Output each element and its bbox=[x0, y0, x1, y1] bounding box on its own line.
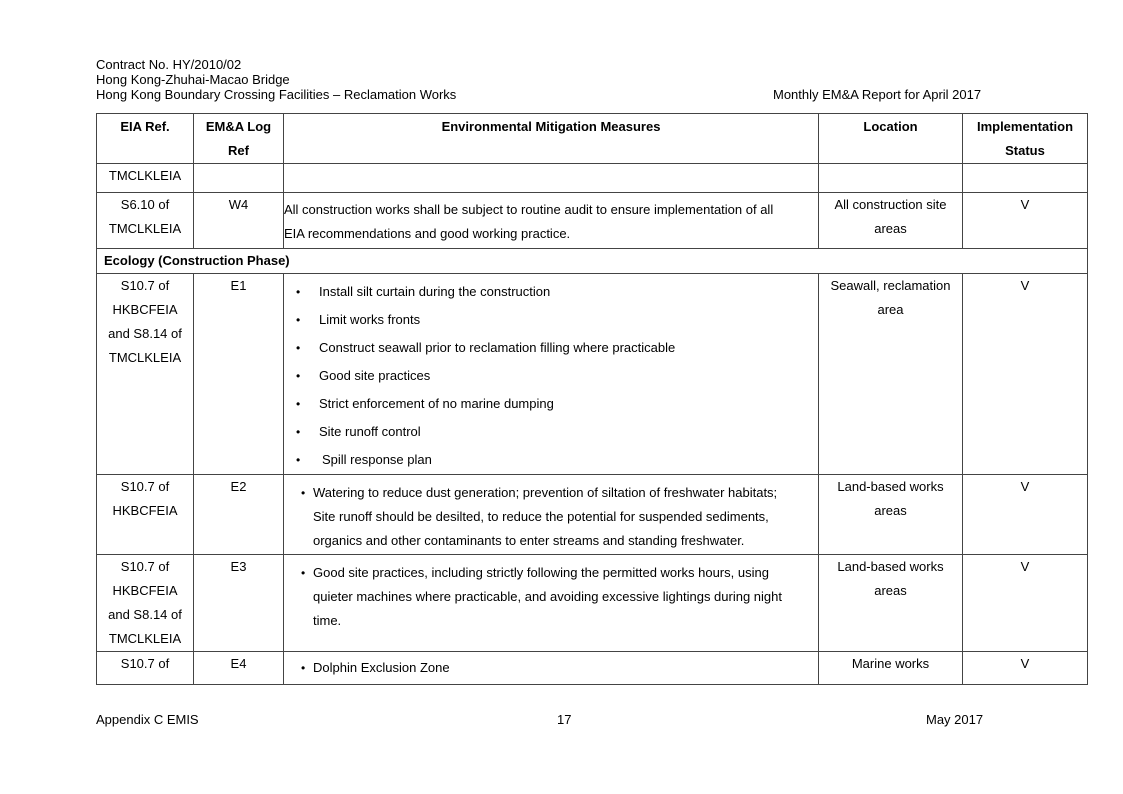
cell-log-ref: E2 bbox=[194, 475, 284, 555]
cell-eia-ref: S10.7 of HKBCFEIA and S8.14 of TMCLKLEIA bbox=[97, 274, 194, 475]
column-header-measures: Environmental Mitigation Measures bbox=[284, 114, 819, 164]
cell-eia-ref: S10.7 of HKBCFEIA bbox=[97, 475, 194, 555]
cell-status: V bbox=[963, 193, 1088, 249]
cell-location: Seawall, reclamation area bbox=[819, 274, 963, 475]
cell-measure: • Good site practices, including strictly following the permitted works hours, using quieter machines where practicable, and avoiding excessive lightings during night time. bbox=[284, 555, 819, 652]
list-item: • Spill response plan bbox=[296, 446, 818, 474]
cell-location: All construction site areas bbox=[819, 193, 963, 249]
column-header-location: Location bbox=[819, 114, 963, 164]
section-heading-ecology: Ecology (Construction Phase) bbox=[97, 249, 1088, 274]
bullet-icon: • bbox=[301, 661, 306, 675]
cell-log-ref bbox=[194, 164, 284, 193]
contract-number: Contract No. HY/2010/02 bbox=[96, 57, 242, 72]
cell-location: Land-based works areas bbox=[819, 475, 963, 555]
cell-status bbox=[963, 164, 1088, 193]
table-row bbox=[97, 193, 1088, 249]
measure-bullet-list bbox=[284, 278, 818, 474]
footer-appendix: Appendix C EMIS bbox=[96, 712, 199, 727]
list-item: • Install silt curtain during the construction bbox=[296, 278, 818, 306]
cell-eia-ref: TMCLKLEIA bbox=[97, 164, 194, 193]
cell-log-ref: E3 bbox=[194, 555, 284, 652]
cell-eia-ref: S10.7 of HKBCFEIA and S8.14 of TMCLKLEIA bbox=[97, 555, 194, 652]
cell-log-ref: E1 bbox=[194, 274, 284, 475]
cell-measure bbox=[284, 274, 819, 475]
cell-status: V bbox=[963, 652, 1088, 685]
cell-location bbox=[819, 164, 963, 193]
table-row bbox=[97, 274, 1088, 475]
cell-eia-ref: S6.10 of TMCLKLEIA bbox=[97, 193, 194, 249]
cell-location: Marine works bbox=[819, 652, 963, 685]
cell-measure: • Watering to reduce dust generation; prevention of siltation of freshwater habitats; Site runoff should be desilted, to reduce the potential for suspended sediments, organics and other contaminants to enter streams and standing freshwater. bbox=[284, 475, 819, 555]
cell-status: V bbox=[963, 555, 1088, 652]
cell-location: Land-based works areas bbox=[819, 555, 963, 652]
list-item: • Limit works fronts bbox=[296, 306, 818, 334]
list-item: • Strict enforcement of no marine dumping bbox=[296, 390, 818, 418]
cell-measure: • Dolphin Exclusion Zone bbox=[284, 652, 819, 685]
bullet-icon: • bbox=[301, 486, 306, 500]
report-title: Monthly EM&A Report for April 2017 bbox=[773, 87, 982, 102]
table-row bbox=[97, 475, 1088, 555]
column-header-eia-ref: EIA Ref. bbox=[97, 114, 194, 164]
table-header-row bbox=[97, 114, 1088, 164]
list-item: • Good site practices bbox=[296, 362, 818, 390]
column-header-log-ref: EM&A Log Ref bbox=[194, 114, 284, 164]
table-row bbox=[97, 652, 1088, 685]
facility-name: Hong Kong Boundary Crossing Facilities – Reclamation Works bbox=[96, 87, 457, 102]
page-number: 17 bbox=[557, 712, 572, 727]
cell-status: V bbox=[963, 274, 1088, 475]
cell-log-ref: E4 bbox=[194, 652, 284, 685]
column-header-status: Implementation Status bbox=[963, 114, 1088, 164]
cell-measure: All construction works shall be subject to routine audit to ensure implementation of all EIA recommendations and good working practice. bbox=[284, 193, 819, 249]
cell-measure bbox=[284, 164, 819, 193]
cell-eia-ref: S10.7 of bbox=[97, 652, 194, 685]
emis-table bbox=[96, 113, 1088, 685]
footer-date: May 2017 bbox=[926, 712, 984, 727]
bullet-icon: • bbox=[301, 566, 306, 580]
list-item: • Construct seawall prior to reclamation filling where practicable bbox=[296, 334, 818, 362]
section-row bbox=[97, 249, 1088, 274]
list-item: • Site runoff control bbox=[296, 418, 818, 446]
cell-log-ref: W4 bbox=[194, 193, 284, 249]
table-row bbox=[97, 164, 1088, 193]
project-name: Hong Kong-Zhuhai-Macao Bridge bbox=[96, 72, 290, 87]
table-row bbox=[97, 555, 1088, 652]
cell-status: V bbox=[963, 475, 1088, 555]
